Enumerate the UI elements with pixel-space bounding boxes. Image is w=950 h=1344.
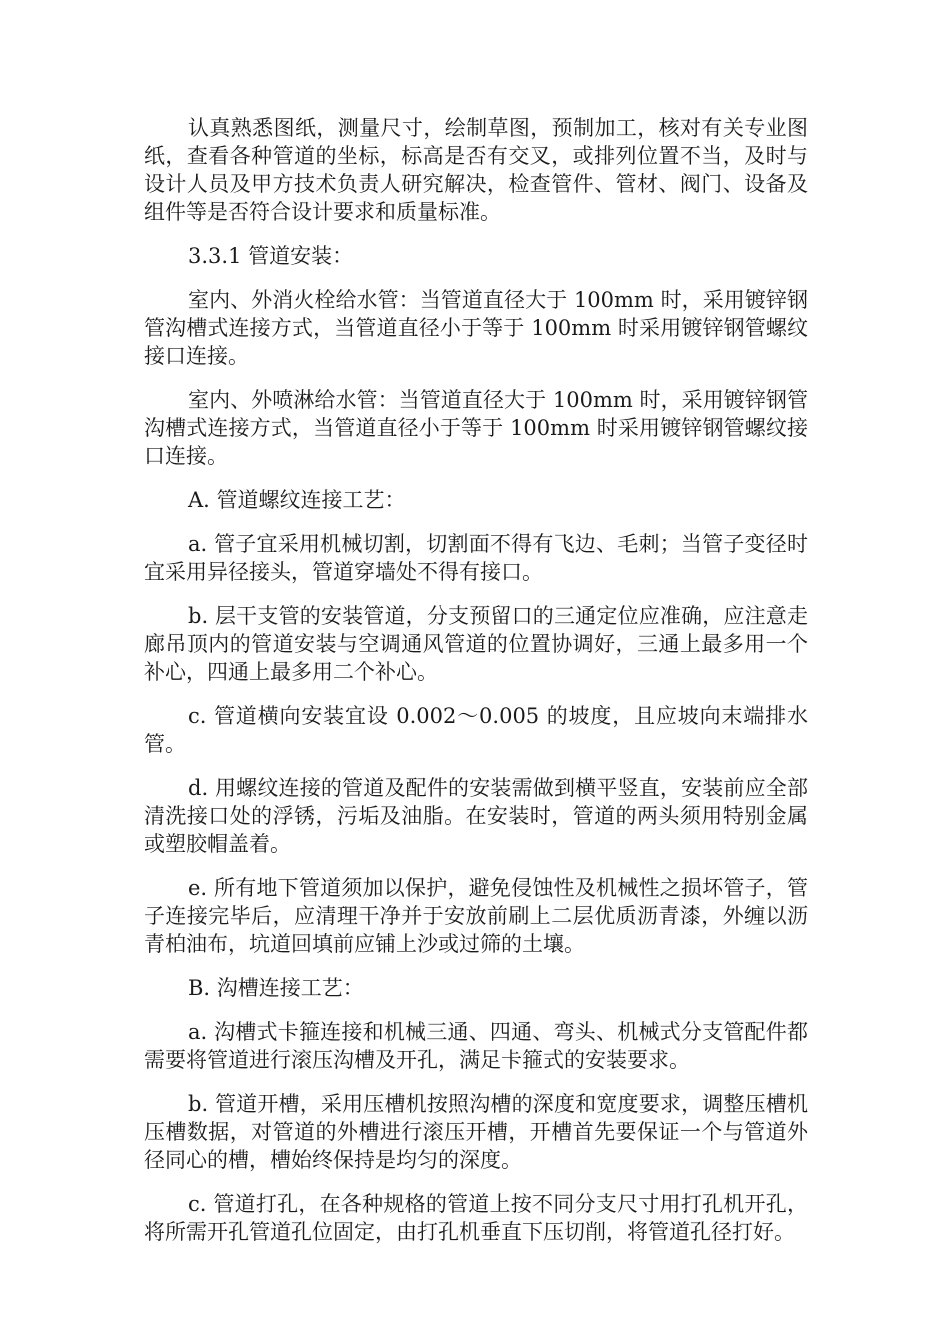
threaded-item-c: c. 管道横向安装宜设 0.002～0.005 的坡度，且应坡向末端排水管。 bbox=[144, 704, 808, 756]
threaded-item-e: e. 所有地下管道须加以保护，避免侵蚀性及机械性之损坏管子，管子连接完毕后，应清理干净并于安放前刷上二层优质沥青漆，外缠以沥青柏油布，坑道回填前应铺上沙或过筛的土壤。 bbox=[144, 876, 808, 956]
subheading-threaded-connection: A. 管道螺纹连接工艺： bbox=[188, 488, 406, 512]
document-page bbox=[144, 114, 808, 1262]
groove-item-b: b. 管道开槽，采用压槽机按照沟槽的深度和宽度要求，调整压槽机压槽数据，对管道的外槽进行滚压开槽，开槽首先要保证一个与管道外径同心的槽，槽始终保持是均匀的深度。 bbox=[144, 1092, 808, 1172]
subheading-groove-connection: B. 沟槽连接工艺： bbox=[188, 976, 364, 1000]
hydrant-pipe-paragraph: 室内、外消火栓给水管：当管道直径大于 100mm 时，采用镀锌钢管沟槽式连接方式，当管道直径小于等于 100mm 时采用镀锌钢管螺纹接口连接。 bbox=[144, 288, 808, 368]
groove-item-c: c. 管道打孔，在各种规格的管道上按不同分支尺寸用打孔机开孔，将所需开孔管道孔位固定，由打孔机垂直下压切削，将管道孔径打好。 bbox=[144, 1192, 808, 1244]
section-heading-3-3-1: 3.3.1 管道安装： bbox=[188, 244, 354, 268]
groove-item-a: a. 沟槽式卡箍连接和机械三通、四通、弯头、机械式分支管配件都需要将管道进行滚压沟槽及开孔，满足卡箍式的安装要求。 bbox=[144, 1020, 808, 1072]
threaded-item-a: a. 管子宜采用机械切割，切割面不得有飞边、毛刺；当管子变径时宜采用异径接头，管道穿墙处不得有接口。 bbox=[144, 532, 808, 584]
sprinkler-pipe-paragraph: 室内、外喷淋给水管：当管道直径大于 100mm 时，采用镀锌钢管沟槽式连接方式，当管道直径小于等于 100mm 时采用镀锌钢管螺纹接口连接。 bbox=[144, 388, 808, 468]
threaded-item-d: d. 用螺纹连接的管道及配件的安装需做到横平竖直，安装前应全部清洗接口处的浮锈，污垢及油脂。在安装时，管道的两头须用特别金属或塑胶帽盖着。 bbox=[144, 776, 808, 856]
intro-paragraph: 认真熟悉图纸，测量尺寸，绘制草图，预制加工，核对有关专业图纸，查看各种管道的坐标，标高是否有交叉，或排列位置不当，及时与设计人员及甲方技术负责人研究解决，检查管件、管材、阀门、设备及组件等是否符合设计要求和质量标准。 bbox=[144, 116, 808, 224]
threaded-item-b: b. 层干支管的安装管道，分支预留口的三通定位应准确，应注意走廊吊顶内的管道安装与空调通风管道的位置协调好，三通上最多用一个补心，四通上最多用二个补心。 bbox=[144, 604, 808, 684]
